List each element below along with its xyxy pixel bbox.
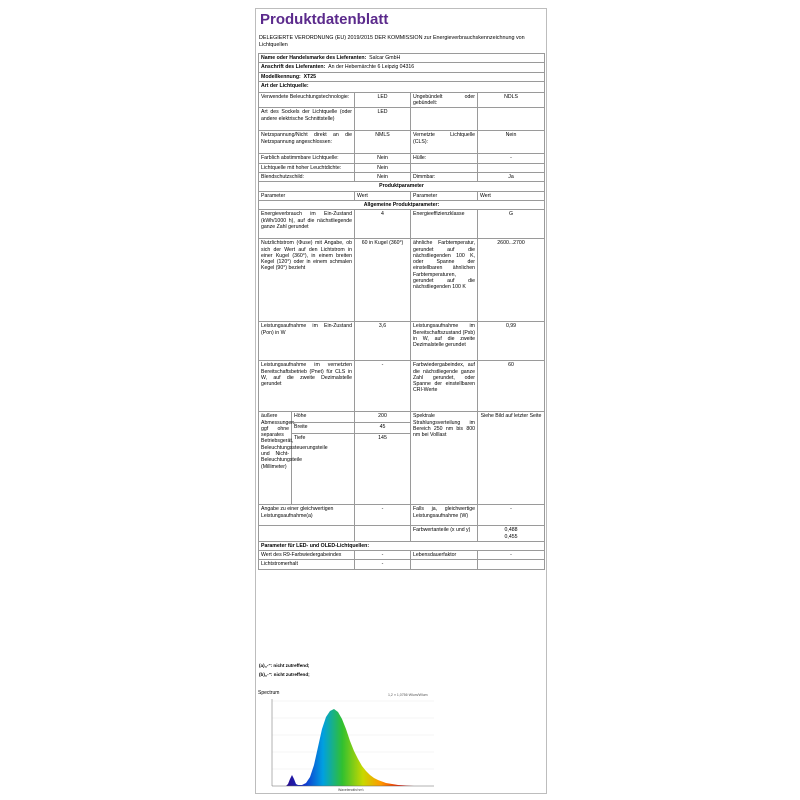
footnotes (259, 661, 310, 679)
table-row: Farbwertanteile (x und y) 0,488 0,455 (259, 526, 545, 542)
page-title: Produktdatenblatt (260, 11, 389, 28)
table-row: Wert des R9-Farbwiedergabeindex - Lebensdauerfaktor - (259, 551, 545, 560)
width-value: 45 (355, 423, 410, 434)
supplier-name: Salcar GmbH (369, 55, 401, 61)
table-header-row: Parameter Wert Parameter Wert (259, 191, 545, 200)
height-value: 200 (355, 412, 410, 423)
model-value: XT25 (303, 73, 317, 80)
width-label: Breite (292, 423, 354, 434)
depth-label: Tiefe (294, 435, 306, 442)
table-row: Leistungsaufnahme im Ein-Zustand (Pon) in W 3,6 Leistungsaufnahme im Bereitschaftszustand (Psb) in W, auf die zweite Dezimalstelle gerundet 0,99 (259, 322, 545, 361)
spectrum-legend: 1,2 ≡ 1,0756·Wlum/Wlum (388, 693, 428, 697)
product-datasheet (255, 8, 547, 794)
regulation-text: DELEGIERTE VERORDNUNG (EU) 2019/2015 DER KOMMISSION zur Energieverbrauchskennzeichnung von Lichtquellen (259, 35, 525, 48)
height-label: Höhe (292, 412, 354, 423)
footnote-b: (b)„-": nicht zutreffend; (259, 672, 310, 677)
spectrum-title: Spectrum (258, 690, 280, 696)
table-row: Angabe zu einer gleichwertigen Leistungsaufnahme(a) - Falls ja, gleichwertige Leistungsaufnahme (W) - (259, 505, 545, 526)
section-light-type: Art der Lichtquelle: (259, 81, 545, 92)
datasheet-table (258, 53, 545, 570)
table-row: Lichtquelle mit hoher Leuchtdichte: Nein (259, 163, 545, 172)
footnote-a: (a)„-": nicht zutreffend; (259, 663, 310, 668)
table-row: Nutzlichtstrom (Φuse) mit Angabe, ob sich der Wert auf den Lichtstrom in einer Kugel (360°), in einem breiten Kegel (120°) oder in einem schmalen Kegel (90°) bezieht 60 in Kugel (360°) ähnliche Farbtemperatur, gerundet auf die nächstliegenden 100 K, oder Spanne der einstellbaren ähnlichen Farbtemperaturen, gerundet auf die nächstliegenden 100 K 2600...2700 (259, 239, 545, 322)
section-led-params: Parameter für LED- und OLED-Lichtquellen: (259, 541, 545, 550)
table-row: Blendschutzschild: Nein Dimmbar: Ja (259, 173, 545, 182)
supplier-address-label: Anschrift des Lieferanten: (261, 64, 326, 71)
table-row: Leistungsaufnahme im vernetzten Bereitschaftsbetrieb (Pnet) für CLS in W, auf die zweite Dezimalstelle gerundet - Farbwiedergabeindex, auf die nächstliegende ganze Zahl gerundet, oder Spanne der einstellbaren CRI-Werte 60 (259, 361, 545, 412)
model-row (259, 72, 545, 81)
section-general-params: Allgemeine Produktparameter: (259, 200, 545, 209)
table-row: Netzspannung/Nicht direkt an die Netzspannung angeschlossen: NMLS Vernetzte Lichtquelle (CLS): Nein (259, 131, 545, 154)
section-product-params: Produktparameter (259, 182, 545, 191)
model-label: Modellkennung: (261, 73, 301, 80)
dimensions-label: äußere Abmessungen, ggf ohne separates Betriebsgerät, Beleuchtungssteuerungsteile und Nicht-Beleuchtungsteile (Millimeter) (259, 412, 292, 504)
spectrum-curve (286, 709, 434, 786)
table-row: Farblich abstimmbare Lichtquelle: Nein Hülle: - (259, 154, 545, 163)
table-row: Verwendete Beleuchtungstechnologie: LED Ungebündelt oder gebündelt: NDLS (259, 92, 545, 108)
supplier-name-label: Name oder Handelsmarke des Lieferanten: (261, 55, 367, 61)
supplier-address-row (259, 63, 545, 72)
table-row: Art des Sockels der Lichtquelle (oder andere elektrische Schnittstelle) LED (259, 108, 545, 131)
supplier-address: An der Hebemärchte 6 Leipzig 04316 (328, 64, 415, 71)
supplier-name-row (259, 54, 545, 63)
table-row: Lichtstromerhalt - (259, 560, 545, 569)
depth-value: 145 (378, 435, 387, 442)
table-row: Energieverbrauch im Ein-Zustand (kWh/1000 h), auf die nächstliegende ganze Zahl gerundet 4 Energieeffizienzklasse G (259, 210, 545, 239)
spectrum-chart (258, 687, 446, 791)
dimensions-row: äußere Abmessungen, ggf ohne separates Betriebsgerät, Beleuchtungssteuerungsteile und Nicht-Beleuchtungsteile (Millimeter) Höhe Breite Tiefe 200 45 145 Spektrale Strahlungsverteilung im Bereich 250 nm bis 800 nm bei Volllast Siehe Bild auf letzter Seite (259, 412, 545, 505)
spectrum-xlabel: Wavelength(nm) (338, 788, 364, 791)
